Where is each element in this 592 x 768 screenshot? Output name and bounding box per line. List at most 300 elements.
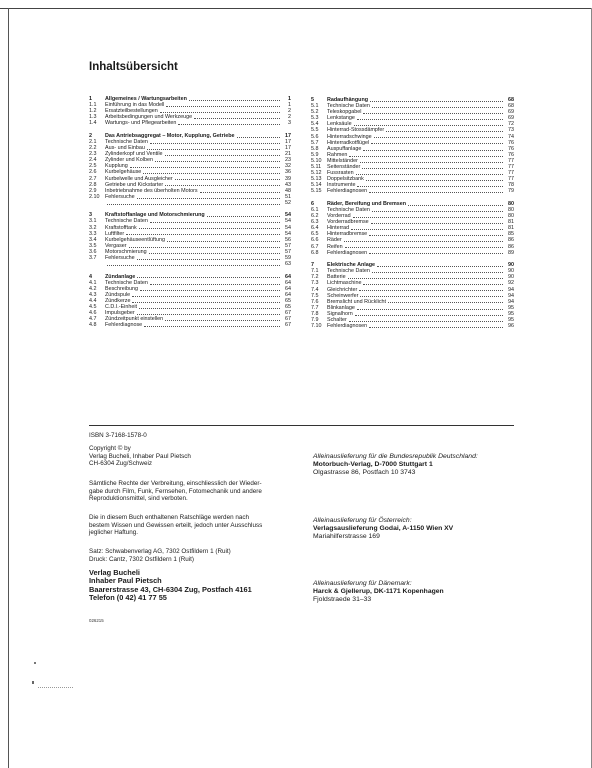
- toc-entry: [89, 261, 291, 267]
- toc-page: 67: [285, 316, 291, 323]
- toc-number: 2.7: [89, 175, 97, 182]
- toc-leader: [160, 112, 280, 113]
- toc-leader: [137, 314, 280, 315]
- toc-number: 5.12: [311, 170, 322, 177]
- toc-title: Allgemeines / Wartungsarbeiten: [105, 96, 187, 102]
- toc-leader: [189, 100, 280, 101]
- toc-leader: [139, 228, 280, 229]
- distribution-germany: [313, 453, 528, 478]
- toc-title: Das Antriebsaggregat – Motor, Kupplung, Getriebe: [105, 132, 235, 139]
- toc-title: Technische Daten: [105, 138, 148, 145]
- toc-number: 2.1: [89, 138, 97, 145]
- toc-page: 39: [285, 175, 291, 182]
- print-code: 026215: [89, 618, 104, 623]
- toc-number: 1.1: [89, 102, 97, 109]
- toc-title: Fehlerdiagnosen: [327, 188, 368, 195]
- toc-page: 95: [508, 316, 514, 323]
- toc-leader: [353, 217, 503, 218]
- toc-page: 81: [508, 225, 514, 232]
- toc-number: 1.3: [89, 114, 97, 121]
- toc-title: Bremslicht und Rücklicht: [327, 298, 387, 305]
- toc-page: 23: [285, 157, 291, 164]
- toc-chapter: [89, 133, 291, 206]
- toc-leader: [355, 315, 503, 316]
- toc-leader: [139, 308, 280, 309]
- toc-page: 17: [285, 145, 291, 152]
- toc-page: 74: [508, 133, 514, 140]
- typesetting-credit: Satz: Schwabenverlag AG, 7302 Ostfildern 1 (Ruit): [89, 548, 231, 555]
- toc-title: Gleichrichter: [327, 286, 358, 293]
- publisher-block: [89, 569, 252, 603]
- toc-entry: [311, 250, 514, 256]
- toc-leader: [408, 205, 503, 206]
- toc-chapter: [89, 96, 291, 126]
- toc-title: Zündspule: [105, 291, 131, 298]
- toc-entry: [89, 200, 291, 206]
- toc-title: Radaufhängung: [327, 97, 369, 103]
- toc-title: Zylinderkopf und Ventile: [105, 151, 163, 158]
- rights-line: Sämtliche Rechte der Verbreitung, einschliesslich der Wieder-: [89, 480, 262, 487]
- toc-page: 63: [285, 261, 291, 268]
- toc-title: Technische Daten: [327, 206, 370, 213]
- toc-leader: [356, 174, 503, 175]
- toc-number: 5.8: [311, 145, 319, 152]
- toc-leader: [147, 149, 280, 150]
- toc-leader: [369, 327, 503, 328]
- toc-number: 3: [89, 212, 92, 219]
- toc-leader: [359, 290, 503, 291]
- toc-leader: [132, 296, 280, 297]
- toc-title: Kurbelgehäuseentlüftung: [105, 236, 165, 243]
- toc-number: 5.11: [311, 164, 322, 171]
- toc-number: 1.2: [89, 108, 97, 115]
- toc-leader: [349, 321, 503, 322]
- distribution-label: Alleinauslieferung für die Bundesrepublik Deutschland:: [313, 453, 478, 460]
- toc-page: 77: [508, 170, 514, 177]
- toc-title: Doppelsitzbank: [327, 176, 364, 183]
- toc-number: 4: [89, 273, 92, 280]
- toc-number: 7.10: [311, 323, 322, 330]
- liability-line: bestem Wissen und Gewissen erteilt, jedoch unter Ausschluss: [89, 521, 263, 529]
- publisher-owner: Inhaber Paul Pietsch: [89, 576, 162, 586]
- distributor-address: Fjoldstraede 31–33: [313, 596, 372, 604]
- distribution-austria: [313, 517, 528, 542]
- toc-number: 4.7: [89, 316, 97, 323]
- distributor-name: Verlagsauslieferung Godai, A-1150 Wien XV: [313, 525, 454, 533]
- toc-leader: [362, 168, 503, 169]
- toc-page: 89: [508, 249, 514, 256]
- toc-leader: [166, 106, 280, 107]
- toc-page: 96: [508, 323, 514, 330]
- toc-leader: [107, 204, 280, 205]
- toc-page: 92: [508, 280, 514, 287]
- toc-title: Einführung in das Modell: [105, 102, 165, 109]
- toc-title: Seitenständer: [327, 164, 361, 171]
- toc-number: 7.7: [311, 304, 319, 311]
- toc-leader: [349, 156, 503, 157]
- toc-leader: [130, 167, 280, 168]
- toc-number: 7.5: [311, 292, 319, 299]
- toc-page: 76: [508, 145, 514, 152]
- toc-title: Signalhorn: [327, 310, 353, 317]
- liability-notice: [89, 514, 304, 537]
- toc-page: 78: [508, 182, 514, 189]
- toc-number: 7.8: [311, 310, 319, 317]
- toc-page: 77: [508, 164, 514, 171]
- toc-title: Technische Daten: [327, 103, 370, 110]
- toc-title: Mittelständer: [327, 157, 358, 164]
- toc-title: Impulsgeber: [105, 310, 135, 317]
- toc-number: 3.6: [89, 248, 97, 255]
- toc-leader: [369, 253, 503, 254]
- toc-number: 7.2: [311, 274, 319, 281]
- scan-speck: [32, 681, 34, 684]
- toc-title: Räder: [327, 237, 342, 244]
- toc-page: 17: [285, 132, 291, 139]
- toc-number: 7.6: [311, 298, 319, 305]
- toc-number: 4.2: [89, 285, 97, 292]
- toc-page: 67: [285, 310, 291, 317]
- page-top-edge: [0, 8, 592, 9]
- toc-leader: [126, 234, 280, 235]
- toc-page: 95: [508, 310, 514, 317]
- toc-number: 6.7: [311, 243, 319, 250]
- copyright-notice: [89, 445, 304, 468]
- toc-page: 64: [285, 291, 291, 298]
- toc-title: Getriebe und Kickstarter: [105, 181, 164, 188]
- toc-title: Wartungs- und Pflegearbeiten: [105, 120, 177, 127]
- toc-page: 94: [508, 286, 514, 293]
- toc-leader: [165, 320, 280, 321]
- toc-title: Scheinwerfer: [327, 292, 359, 299]
- rights-notice: [89, 480, 304, 503]
- toc-page: 69: [508, 115, 514, 122]
- toc-title: Fehlerdiagnosen: [327, 323, 368, 330]
- toc-title: Fehlersuche: [105, 255, 135, 262]
- toc-leader: [363, 113, 503, 114]
- toc-leader: [150, 284, 280, 285]
- copyright-line: CH-6304 Zug/Schweiz: [89, 460, 152, 468]
- toc-number: 3.4: [89, 236, 97, 243]
- toc-leader: [370, 101, 503, 102]
- toc-page: 80: [508, 206, 514, 213]
- toc-leader: [354, 125, 503, 126]
- toc-number: 6.2: [311, 213, 319, 220]
- toc-title: Hinterradschwinge: [327, 133, 372, 140]
- toc-title: Rahmen: [327, 151, 348, 158]
- toc-number: 4.6: [89, 310, 97, 317]
- toc-page: 64: [285, 273, 291, 280]
- toc-number: 2.10: [89, 193, 100, 200]
- toc-title: Elektrische Anlage: [327, 262, 376, 269]
- toc-title: Technische Daten: [105, 279, 148, 286]
- toc-leader: [150, 222, 280, 223]
- copyright-line: Verlag Bucheli, Inhaber Paul Pietsch: [89, 452, 191, 460]
- toc-title: Fehlersuche: [105, 193, 135, 200]
- distributor-address: Mariahilferstrasse 169: [313, 533, 380, 541]
- toc-leader: [137, 259, 280, 260]
- rights-line: gabe durch Film, Funk, Fernsehen, Fotomechanik und andere: [89, 487, 262, 495]
- toc-title: Aus- und Einbau: [105, 145, 145, 152]
- toc-entry: [89, 322, 291, 328]
- toc-leader: [374, 137, 503, 138]
- toc-number: 5.10: [311, 157, 322, 164]
- distribution-label: Alleinauslieferung für Dänemark:: [313, 580, 412, 587]
- toc-title: Fehlerdiagnose: [105, 322, 143, 329]
- toc-page: 57: [285, 242, 291, 249]
- publisher-name: Verlag Bucheli: [89, 568, 140, 577]
- toc-number: 5.14: [311, 182, 322, 189]
- toc-title: Vergaser: [105, 242, 127, 249]
- toc-title: Technische Daten: [105, 218, 148, 225]
- toc-number: 5.7: [311, 139, 319, 146]
- toc-leader: [155, 161, 280, 162]
- toc-entry: [311, 323, 514, 329]
- toc-number: 6.4: [311, 225, 319, 232]
- toc-number: 5.9: [311, 151, 319, 158]
- toc-leader: [386, 131, 503, 132]
- toc-title: Blinkanlage: [327, 304, 355, 311]
- toc-leader: [137, 277, 280, 278]
- publisher-address: Baarerstrasse 43, CH-6304 Zug, Postfach 4161: [89, 584, 252, 594]
- toc-page: 90: [508, 274, 514, 281]
- toc-page: 76: [508, 139, 514, 146]
- toc-page: 81: [508, 219, 514, 226]
- toc-page: 56: [285, 236, 291, 243]
- toc-entry: [89, 120, 291, 126]
- toc-number: 7.4: [311, 286, 319, 293]
- toc-leader: [366, 180, 503, 181]
- toc-title: Ersatzteilbestellungen: [105, 108, 158, 115]
- toc-leader: [363, 284, 503, 285]
- toc-number: 3.3: [89, 230, 97, 237]
- toc-page: 54: [285, 218, 291, 225]
- toc-page: 65: [285, 297, 291, 304]
- toc-number: 4.4: [89, 297, 97, 304]
- toc-number: 5.5: [311, 127, 319, 134]
- toc-leader: [200, 192, 280, 193]
- toc-number: 6.8: [311, 249, 319, 256]
- toc-leader: [132, 302, 280, 303]
- distribution-denmark: [313, 580, 528, 605]
- toc-title: Vorderradbremse: [327, 219, 369, 226]
- toc-page: 48: [285, 187, 291, 194]
- toc-page: 85: [508, 231, 514, 238]
- toc-title: Luftfilter: [105, 230, 125, 237]
- toc-page: 90: [508, 262, 514, 269]
- toc-leader: [178, 124, 280, 125]
- toc-page: 64: [285, 285, 291, 292]
- toc-page: 57: [285, 248, 291, 255]
- toc-number: 4.8: [89, 322, 97, 329]
- toc-title: Batterie: [327, 274, 346, 281]
- toc-title: Technische Daten: [327, 268, 370, 275]
- print-credits: [89, 548, 304, 563]
- toc-leader: [369, 235, 503, 236]
- toc-page: 77: [508, 157, 514, 164]
- toc-title: Hinterrad: [327, 225, 350, 232]
- toc-leader: [388, 302, 503, 303]
- toc-leader: [344, 241, 503, 242]
- toc-page: 72: [508, 121, 514, 128]
- page-title: Inhaltsübersicht: [89, 61, 178, 73]
- toc-number: 1: [89, 96, 92, 102]
- toc-right-column: [311, 97, 514, 336]
- printing-credit: Druck: Cantz, 7302 Ostfildern 1 (Ruit): [89, 555, 194, 563]
- toc-title: Kupplung: [105, 163, 128, 170]
- toc-entry: [311, 188, 514, 194]
- toc-number: 5.4: [311, 121, 319, 128]
- rights-line: Reproduktionsmittel, sind verboten.: [89, 495, 188, 503]
- toc-title: Auspuffanlage: [327, 145, 362, 152]
- toc-number: 7: [311, 262, 314, 269]
- toc-title: Hinterrad-Stossdämpfer: [327, 127, 385, 134]
- toc-leader: [150, 143, 280, 144]
- toc-leader: [369, 192, 503, 193]
- toc-title: Lenksäule: [327, 121, 352, 128]
- toc-title: Fehlerdiagnosen: [327, 249, 368, 256]
- toc-title: C.D.I.-Einheit: [105, 304, 138, 311]
- toc-leader: [351, 229, 503, 230]
- toc-number: 2.3: [89, 151, 97, 158]
- toc-number: 1.4: [89, 120, 97, 127]
- toc-leader: [167, 241, 280, 242]
- toc-number: 3.5: [89, 242, 97, 249]
- toc-title: Kraftstofftank: [105, 224, 137, 231]
- toc-leader: [107, 265, 280, 266]
- toc-leader: [149, 253, 280, 254]
- toc-title: Zündanlage: [105, 273, 136, 280]
- toc-leader: [363, 150, 503, 151]
- toc-page: 95: [508, 304, 514, 311]
- toc-chapter: [311, 97, 514, 195]
- toc-number: 6.3: [311, 219, 319, 226]
- toc-leader: [357, 119, 503, 120]
- toc-title: Kraftstoffanlage und Motorschmierung: [105, 212, 205, 219]
- toc-leader: [237, 137, 281, 138]
- toc-leader: [372, 107, 503, 108]
- toc-page: 68: [508, 103, 514, 110]
- toc-leader: [165, 155, 280, 156]
- toc-title: Lenkstange: [327, 115, 355, 122]
- toc-number: 7.9: [311, 316, 319, 323]
- liability-line: jeglicher Haftung.: [89, 529, 139, 537]
- toc-page: 51: [285, 193, 291, 200]
- toc-title: Kurbelgehäuse: [105, 169, 142, 176]
- toc-page: 86: [508, 243, 514, 250]
- toc-leader: [372, 272, 503, 273]
- toc-page: 36: [285, 169, 291, 176]
- toc-leader: [371, 223, 503, 224]
- toc-page: 94: [508, 298, 514, 305]
- toc-leader: [165, 185, 280, 186]
- distributor-address: Olgastrasse 86, Postfach 10 3743: [313, 469, 416, 477]
- toc-page: 65: [285, 304, 291, 311]
- toc-page: 59: [285, 255, 291, 262]
- page-left-edge: [8, 8, 9, 768]
- toc-page: 68: [508, 97, 514, 103]
- liability-line: Die in diesem Buch enthaltenen Ratschläge werden nach: [89, 514, 249, 521]
- toc-chapter: [311, 262, 514, 329]
- toc-page: 1: [288, 96, 291, 102]
- toc-page: 69: [508, 109, 514, 116]
- toc-number: 2.9: [89, 187, 97, 194]
- distributor-name: Harck & Gjellerup, DK-1171 Kopenhagen: [313, 588, 444, 596]
- toc-number: 7.3: [311, 280, 319, 287]
- toc-title: Schalter: [327, 316, 347, 323]
- toc-number: 6.1: [311, 206, 319, 213]
- toc-number: 5.6: [311, 133, 319, 140]
- toc-number: 4.1: [89, 279, 97, 286]
- toc-leader: [371, 143, 503, 144]
- toc-number: 6.5: [311, 231, 319, 238]
- toc-page: 54: [285, 230, 291, 237]
- distributor-name: Motorbuch-Verlag, D-7000 Stuttgart 1: [313, 461, 433, 469]
- toc-leader: [345, 247, 503, 248]
- toc-number: 5.1: [311, 103, 319, 110]
- toc-page: 21: [285, 151, 291, 158]
- toc-leader: [129, 247, 280, 248]
- toc-page: 32: [285, 163, 291, 170]
- toc-title: Motorschmierung: [105, 248, 147, 255]
- toc-chapter: [89, 212, 291, 267]
- toc-number: 2.5: [89, 163, 97, 170]
- toc-page: 80: [508, 200, 514, 207]
- toc-number: 4.3: [89, 291, 97, 298]
- copyright-line: Copyright © by: [89, 445, 131, 452]
- toc-page: 73: [508, 127, 514, 134]
- toc-title: Hinterradbremse: [327, 231, 368, 238]
- toc-page: 79: [508, 188, 514, 195]
- toc-chapter: [89, 274, 291, 329]
- toc-page: 90: [508, 268, 514, 275]
- toc-page: 3: [288, 120, 291, 127]
- toc-leader: [143, 173, 280, 174]
- toc-chapter: [311, 201, 514, 256]
- toc-title: Zündkerze: [105, 297, 131, 304]
- section-divider: [89, 425, 514, 426]
- toc-leader: [207, 216, 280, 217]
- toc-page: 94: [508, 292, 514, 299]
- distribution-label: Alleinauslieferung für Österreich:: [313, 517, 412, 524]
- toc-title: Arbeitsbedingungen und Werkzeuge: [105, 114, 193, 121]
- toc-leader: [360, 296, 503, 297]
- toc-page: 64: [285, 279, 291, 286]
- toc-leader: [372, 211, 503, 212]
- toc-title: Hinterradkotflügel: [327, 139, 370, 146]
- toc-title: Räder, Bereifung und Bremsen: [327, 200, 407, 207]
- toc-number: 2.2: [89, 145, 97, 152]
- toc-leader: [144, 326, 280, 327]
- toc-number: 2.4: [89, 157, 97, 164]
- toc-title: Vorderrad: [327, 213, 351, 220]
- toc-title: Beschreibung: [105, 285, 138, 292]
- toc-left-column: [89, 96, 291, 335]
- scan-smudge: [38, 686, 73, 688]
- toc-number: 2.6: [89, 169, 97, 176]
- toc-page: 54: [285, 212, 291, 219]
- toc-number: 4.5: [89, 304, 97, 311]
- publisher-phone: Telefon (0 42) 41 77 55: [89, 593, 167, 603]
- toc-leader: [194, 118, 280, 119]
- toc-title: Fussrasten: [327, 170, 354, 177]
- toc-number: 5.13: [311, 176, 322, 183]
- toc-page: 80: [508, 213, 514, 220]
- toc-number: 5: [311, 97, 314, 103]
- toc-leader: [357, 186, 503, 187]
- toc-page: 54: [285, 224, 291, 231]
- toc-page: 52: [285, 199, 291, 206]
